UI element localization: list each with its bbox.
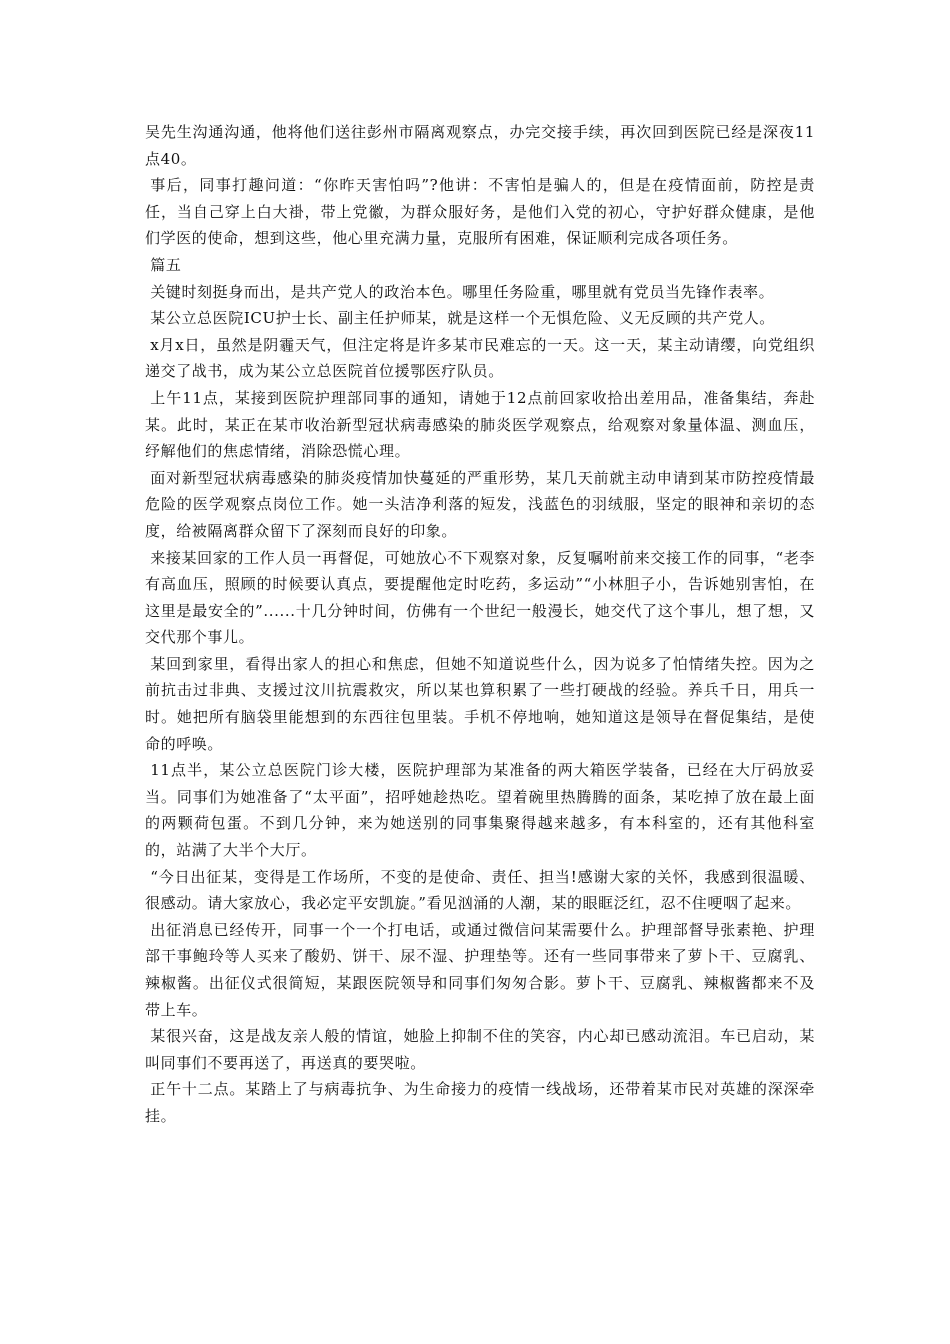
paragraph: 某很兴奋，这是战友亲人般的情谊，她脸上抑制不住的笑容，内心却已感动流泪。车已启动，某叫同事们不要再送了，再送真的要哭啦。 (145, 1027, 815, 1072)
paragraph: 上午11点，某接到医院护理部同事的通知，请她于12点前回家收拾出差用品，准备集结，奔赴某。此时，某正在某市收治新型冠状病毒感染的肺炎医学观察点，给观察对象量体温、测血压，纾解他们的焦虑情绪，消除恐慌心理。 (145, 388, 815, 461)
section-heading: 篇五 (150, 255, 182, 274)
paragraph: 出征消息已经传开，同事一个一个打电话，或通过微信问某需要什么。护理部督导张素艳、护理部干事鲍玲等人买来了酸奶、饼干、尿不湿、护理垫等。还有一些同事带来了萝卜干、豆腐乳、辣椒酱。出征仪式很简短，某跟医院领导和同事们匆匆合影。萝卜干、豆腐乳、辣椒酱都来不及带上车。 (145, 920, 815, 1019)
paragraph: 面对新型冠状病毒感染的肺炎疫情加快蔓延的严重形势，某几天前就主动申请到某市防控疫情最危险的医学观察点岗位工作。她一头洁净利落的短发，浅蓝色的羽绒服，坚定的眼神和亲切的态度，给被隔离群众留下了深刻而良好的印象。 (145, 468, 815, 540)
paragraph: “今日出征某，变得是工作场所，不变的是使命、责任、担当!感谢大家的关怀，我感到很温暖、很感动。请大家放心，我必定平安凯旋。”看见汹涌的人潮，某的眼眶泛红，忍不住哽咽了起来。 (145, 867, 815, 913)
paragraph: x月x日，虽然是阴霾天气，但注定将是许多某市民难忘的一天。这一天，某主动请缨，向党组织递交了战书，成为某公立总医院首位援鄂医疗队员。 (145, 335, 815, 381)
paragraph: 来接某回家的工作人员一再督促，可她放心不下观察对象，反复嘱咐前来交接工作的同事，“老李有高血压，照顾的时候要认真点，要提醒他定时吃药，多运动”“小林胆子小，告诉她别害怕，在这里是最安全的”......十几分钟时间，仿佛有一个世纪一般漫长，她交代了这个事儿，想了想，又交代那个事儿。 (145, 548, 815, 647)
paragraph: 事后，同事打趣问道：“你昨天害怕吗”?他讲：不害怕是骗人的，但是在疫情面前，防控是责任，当自己穿上白大褂，带上党徽，为群众服好务，是他们入党的初心，守护好群众健康，是他们学医的使命，想到这些，他心里充满力量，克服所有困难，保证顺利完成各项任务。 (145, 176, 815, 248)
paragraph: 正午十二点。某踏上了与病毒抗争、为生命接力的疫情一线战场，还带着某市民对英雄的深深牵挂。 (145, 1080, 815, 1125)
paragraph: 关键时刻挺身而出，是共产党人的政治本色。哪里任务险重，哪里就有党员当先锋作表率。 (150, 282, 775, 301)
paragraph: 11点半，某公立总医院门诊大楼，医院护理部为某准备的两大箱医学装备，已经在大厅码放妥当。同事们为她准备了“太平面”，招呼她趁热吃。望着碗里热腾腾的面条，某吃掉了放在最上面的两颗荷包蛋。不到几分钟，来为她送别的同事集聚得越来越多，有本科室的，还有其他科室的，站满了大半个大厅。 (145, 761, 815, 860)
paragraph: 某公立总医院ICU护士长、副主任护师某，就是这样一个无惧危险、义无反顾的共产党人。 (150, 309, 775, 328)
paragraph: 某回到家里，看得出家人的担心和焦虑，但她不知道说些什么，因为说多了怕情绪失控。因为之前抗击过非典、支援过汶川抗震救灾，所以某也算积累了一些打硬战的经验。养兵千日，用兵一时。她把所有脑袋里能想到的东西往包里装。手机不停地响，她知道这是领导在督促集结，是使命的呼唤。 (145, 654, 815, 753)
document-body (145, 119, 815, 1130)
paragraph: 吴先生沟通沟通，他将他们送往彭州市隔离观察点，办完交接手续，再次回到医院已经是深夜11点40。 (145, 123, 815, 168)
